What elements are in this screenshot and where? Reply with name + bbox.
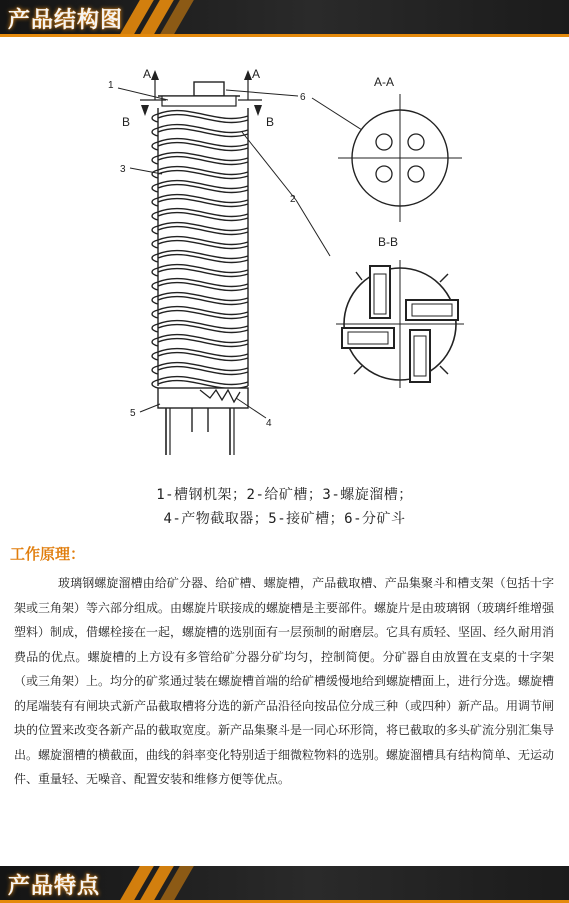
spiral-turn <box>152 296 158 304</box>
principle-text: 玻璃钢螺旋溜槽由给矿分器、给矿槽、螺旋槽，产品截取槽、产品集聚斗和槽支架（包括十字架或三角架）等六部分组成。由螺旋片联接成的螺旋槽是主要部件。螺旋片是由玻璃钢（玻璃纤维增强塑料）制成，借螺栓接在一起，螺旋槽的选别面有一层预制的耐磨层。它具有质轻、坚固、经久耐用消费品的优点。螺旋槽的上方设有多管给矿分器分矿均匀，控制简便。分矿器自由放置在支桌的十字架（或三角架）上。均分的矿浆通过装在螺旋槽首端的给矿槽缓慢地给到螺旋槽面上，进行分选。螺旋槽的尾端装有有闸块式新产品截取槽将分选的新产品沿径向按品位分成三种（或四种）新产品。用调节闸块的位置来改变各新产品的截取宽度。新产品集聚斗是一同心环形筒，将已截取的多头矿流分别汇集导出。螺旋溜槽的横截面，曲线的斜率变化特别适于细微粒物料的选别。螺旋溜槽具有结构简单、无运动件、重量轻、无噪音、配置安装和维修方便等优点。 <box>14 576 555 786</box>
label-b-left: B <box>122 115 131 129</box>
arrow-b-right <box>254 105 262 116</box>
bb-bracket <box>356 272 362 280</box>
principle-heading: 工作原理： <box>10 545 86 563</box>
label-b-right: B <box>266 115 275 129</box>
spiral-turn <box>152 310 158 318</box>
aa-hole <box>408 166 424 182</box>
label-1: 1 <box>108 80 114 91</box>
label-6: 6 <box>300 92 306 103</box>
spiral-turn <box>152 170 158 178</box>
label-4: 4 <box>266 418 272 429</box>
label-a-left: A <box>143 67 152 81</box>
leader-2b <box>296 200 330 256</box>
spiral-turn <box>152 268 158 276</box>
spiral-turn <box>152 254 158 262</box>
leader-aa <box>312 98 362 130</box>
arrow-a-left <box>151 70 159 80</box>
spiral-turn <box>152 366 158 374</box>
bb-trough <box>406 300 458 320</box>
header-title: 产品结构图 <box>8 8 124 33</box>
spiral-turn <box>152 324 158 332</box>
spiral-turn <box>152 240 158 248</box>
spiral-turn <box>152 226 158 234</box>
bb-bracket <box>354 366 362 374</box>
receiving-trough <box>158 388 248 408</box>
bb-trough <box>342 328 394 348</box>
footer-banner <box>0 866 569 903</box>
distributor-box <box>194 82 224 96</box>
bb-trough <box>410 330 430 382</box>
label-5: 5 <box>130 408 136 419</box>
spiral-chute-diagram <box>100 60 470 480</box>
arrow-b-left <box>141 105 149 116</box>
spiral-turn <box>152 282 158 290</box>
label-3: 3 <box>120 164 126 175</box>
section-bb-label: B-B <box>378 235 399 249</box>
spiral-turn <box>152 142 158 150</box>
aa-hole <box>376 134 392 150</box>
spiral-turn <box>152 156 158 164</box>
bb-bracket <box>440 274 448 282</box>
spiral-turn <box>152 380 158 388</box>
spiral-turn <box>152 184 158 192</box>
arrow-a-right <box>244 70 252 80</box>
aa-hole <box>376 166 392 182</box>
leader-1 <box>118 88 168 100</box>
footer-title: 产品特点 <box>8 874 101 899</box>
section-aa-label: A-A <box>374 75 395 89</box>
spiral-chute-body <box>152 108 248 389</box>
spiral-turn <box>152 128 158 136</box>
spiral-turn <box>152 212 158 220</box>
leader-6 <box>226 90 298 96</box>
spiral-turn <box>152 352 158 360</box>
leader-2a <box>242 132 296 200</box>
label-2: 2 <box>290 194 296 205</box>
spiral-turn <box>152 114 158 122</box>
header-banner <box>0 0 569 37</box>
bb-bracket <box>440 366 448 374</box>
spiral-turn <box>152 198 158 206</box>
leader-3 <box>130 168 162 174</box>
aa-hole <box>408 134 424 150</box>
legend-line-2: 4-产物截取器；5-接矿槽；6-分矿斗 <box>163 511 406 527</box>
leader-5 <box>140 404 160 412</box>
top-collar <box>162 96 236 106</box>
legend-line-1: 1-槽钢机架；2-给矿槽；3-螺旋溜槽； <box>156 487 413 503</box>
spiral-turn <box>152 338 158 346</box>
label-a-right: A <box>252 67 261 81</box>
